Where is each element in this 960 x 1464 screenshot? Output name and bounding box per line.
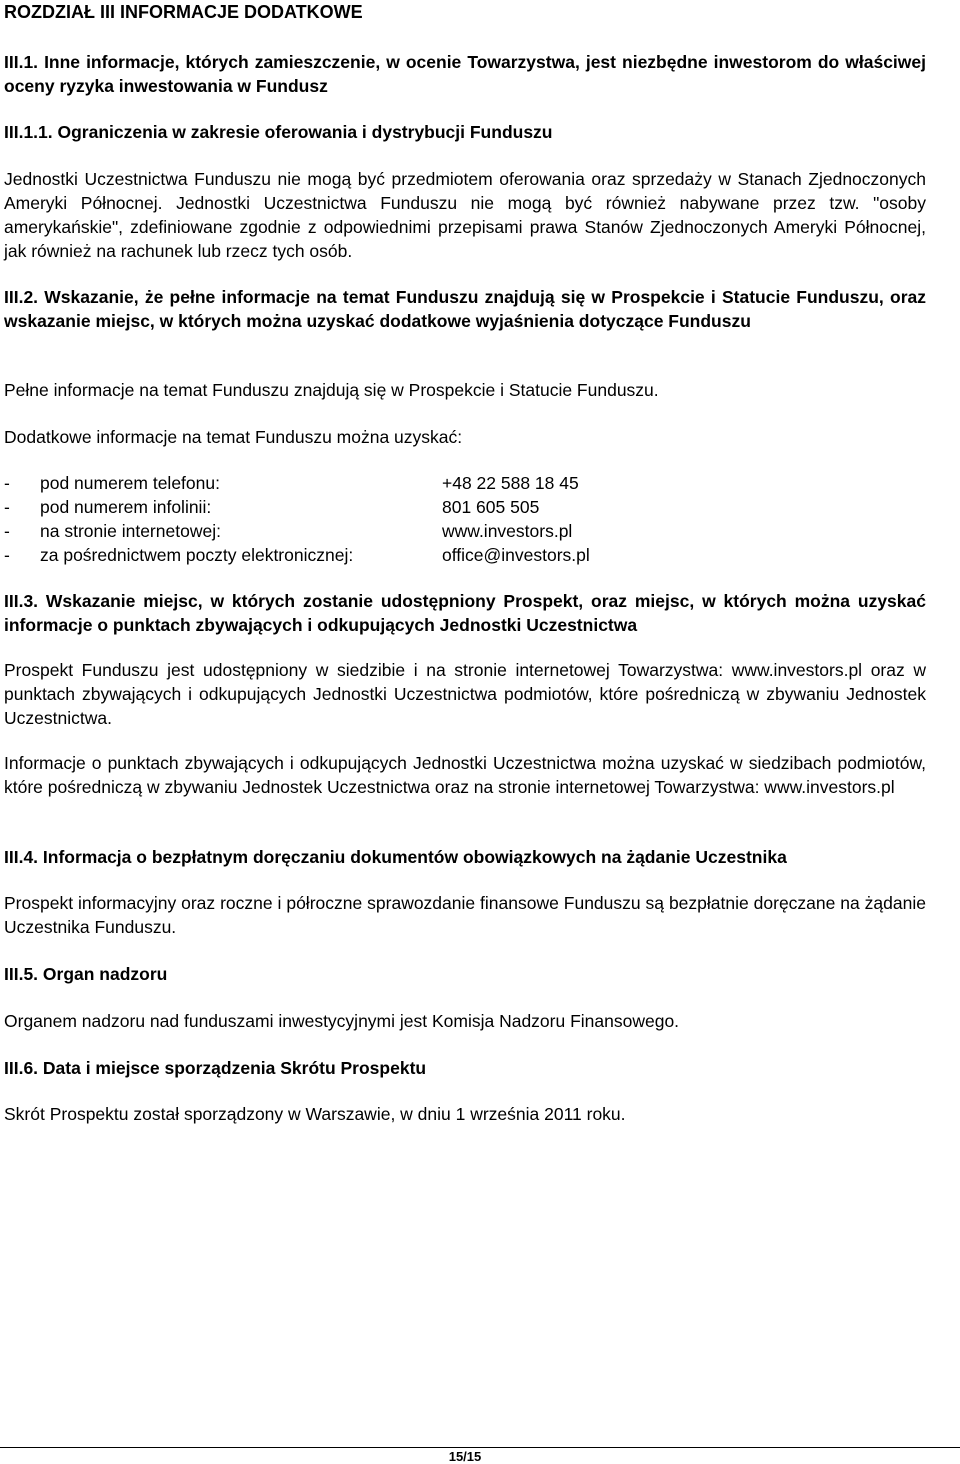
paragraph-4: Prospekt informacyjny oraz roczne i półroczne sprawozdanie finansowe Funduszu są bezpłatnie doręczane na żądanie Uczestnika Funduszu. — [4, 893, 926, 937]
subsection-heading-1-1: III.1.1. Ograniczenia w zakresie oferowania i dystrybucji Funduszu — [4, 122, 553, 142]
contact-label: pod numerem infolinii: — [40, 497, 212, 517]
paragraph-5: Organem nadzoru nad funduszami inwestycyjnymi jest Komisja Nadzoru Finansowego. — [4, 1011, 680, 1031]
list-dash: - — [4, 545, 10, 565]
paragraph-6: Skrót Prospektu został sporządzony w Warszawie, w dniu 1 września 2011 roku. — [4, 1104, 626, 1124]
footer-divider — [0, 1447, 960, 1448]
page-number: 15/15 — [448, 1449, 482, 1464]
chapter-title: ROZDZIAŁ III INFORMACJE DODATKOWE — [4, 2, 363, 22]
contact-value: +48 22 588 18 45 — [442, 473, 579, 493]
list-dash: - — [4, 521, 10, 541]
contact-row-phone — [4, 471, 926, 495]
contact-list — [4, 471, 926, 567]
contact-value: 801 605 505 — [442, 497, 540, 517]
paragraph-1-1: Jednostki Uczestnictwa Funduszu nie mogą być przedmiotem oferowania oraz sprzedaży w Stanach Zjednoczonych Ameryki Północnej. Jednostki Uczestnictwa Funduszu nie mogą być również nabywane przez tzw. "osoby amerykańskie", zdefiniowane zgodnie z odpowiednimi przepisami prawa Stanów Zjednoczonych Ameryki Północnej, jak również na rachunek lub rzecz tych osób. — [4, 169, 926, 261]
paragraph-3-2: Informacje o punktach zbywających i odkupujących Jednostki Uczestnictwa można uzyskać w siedzibach podmiotów, które pośredniczą w zbywaniu Jednostek Uczestnictwa oraz na stronie internetowej Towarzystwa: www.investors.pl — [4, 753, 926, 797]
contact-label: pod numerem telefonu: — [40, 473, 220, 493]
section-heading-2: III.2. Wskazanie, że pełne informacje na temat Funduszu znajdują się w Prospekcie i Statucie Funduszu, oraz wskazanie miejsc, w których można uzyskać dodatkowe wyjaśnienia dotyczące Funduszu — [4, 287, 926, 331]
section-heading-3: III.3. Wskazanie miejsc, w których zostanie udostępniony Prospekt, oraz miejsc, w których można uzyskać informacje o punktach zbywających i odkupujących Jednostki Uczestnictwa — [4, 591, 926, 635]
contact-value: office@investors.pl — [442, 545, 590, 565]
list-dash: - — [4, 497, 10, 517]
section-heading-1: III.1. Inne informacje, których zamieszczenie, w ocenie Towarzystwa, jest niezbędne inwestorom do właściwej oceny ryzyka inwestowania w Fundusz — [4, 52, 926, 96]
paragraph-3-1: Prospekt Funduszu jest udostępniony w siedzibie i na stronie internetowej Towarzystwa: www.investors.pl oraz w punktach zbywających i odkupujących Jednostki Uczestnictwa podmiotów, które pośredniczą w zbywaniu Jednostek Uczestnictwa. — [4, 660, 926, 728]
contact-row-website — [4, 519, 926, 543]
contact-label: za pośrednictwem poczty elektronicznej: — [40, 545, 354, 565]
contact-value: www.investors.pl — [442, 521, 573, 541]
paragraph-2-2: Dodatkowe informacje na temat Funduszu można uzyskać: — [4, 427, 463, 447]
section-heading-4: III.4. Informacja o bezpłatnym doręczaniu dokumentów obowiązkowych na żądanie Uczestnika — [4, 847, 787, 867]
contact-label: na stronie internetowej: — [40, 521, 221, 541]
section-heading-5: III.5. Organ nadzoru — [4, 964, 168, 984]
contact-row-email — [4, 543, 926, 567]
list-dash: - — [4, 473, 10, 493]
paragraph-2-1: Pełne informacje na temat Funduszu znajdują się w Prospekcie i Statucie Funduszu. — [4, 380, 659, 400]
contact-row-hotline — [4, 495, 926, 519]
section-heading-6: III.6. Data i miejsce sporządzenia Skrótu Prospektu — [4, 1058, 427, 1078]
